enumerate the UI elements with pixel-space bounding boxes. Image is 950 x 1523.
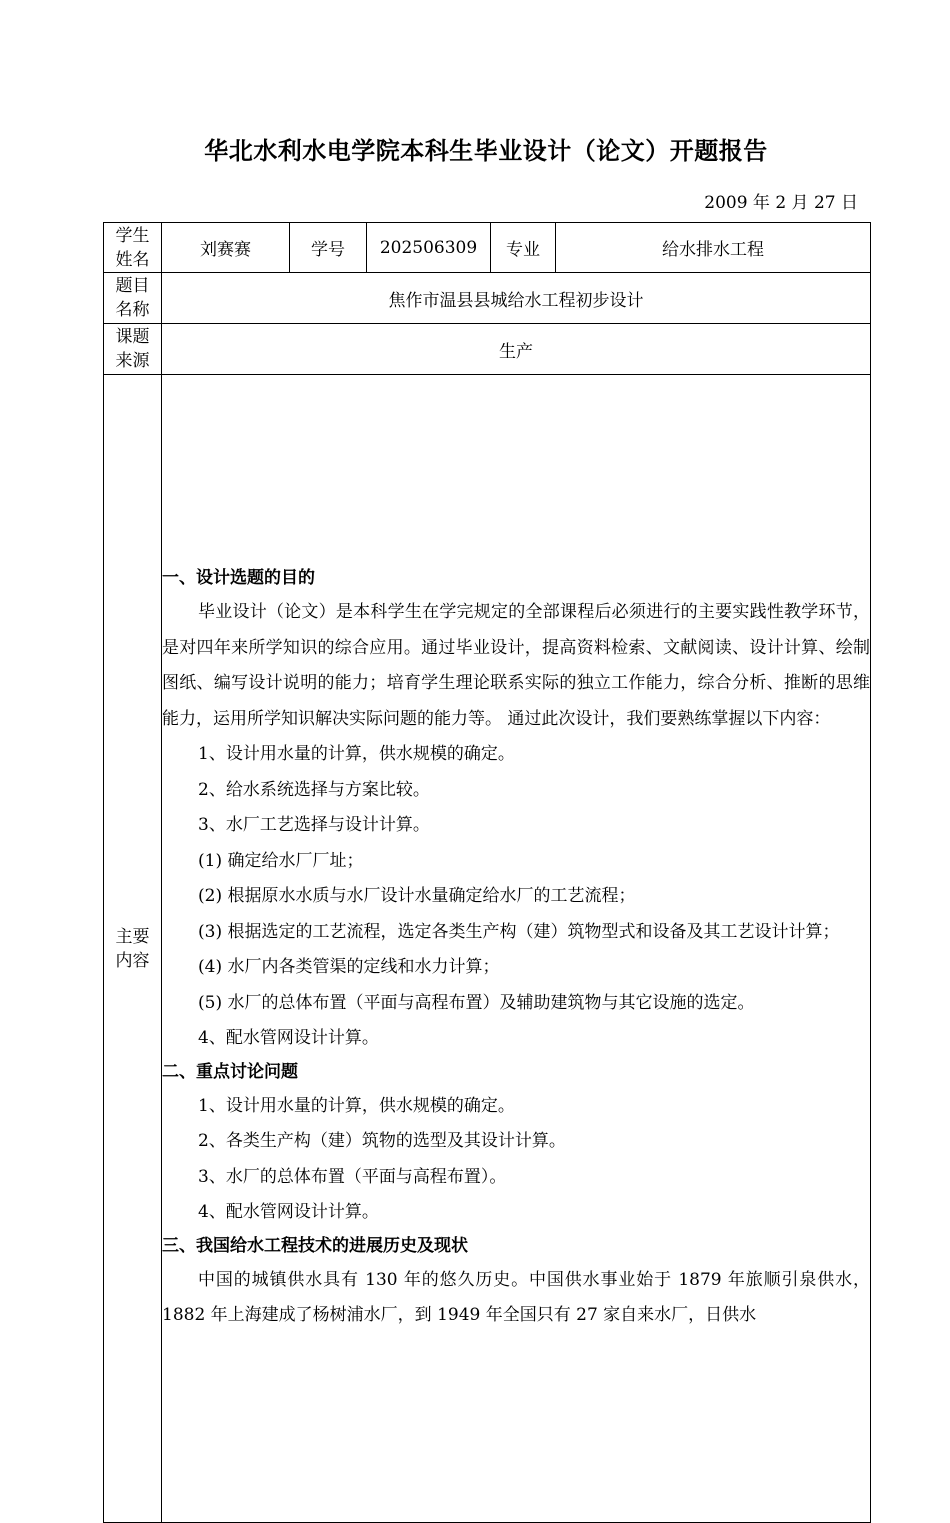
section1-item: (3) 根据选定的工艺流程，选定各类生产构（建）筑物型式和设备及其工艺设计计算； (198, 921, 840, 942)
section1-item: (1) 确定给水厂厂址； (198, 850, 364, 871)
report-form-table (103, 222, 871, 1523)
student-info-row (104, 223, 871, 273)
section2-item: 3、水厂的总体布置（平面与高程布置）。 (198, 1166, 507, 1187)
section1-item: 4、配水管网设计计算。 (198, 1028, 379, 1049)
source-label: 课题 来源 (104, 324, 162, 375)
section2-item: 4、配水管网设计计算。 (198, 1202, 379, 1223)
section2-item: 2、各类生产构（建）筑物的选型及其设计计算。 (198, 1131, 566, 1152)
section1-heading: 一、设计选题的目的 (162, 568, 315, 589)
content-row (104, 375, 871, 1523)
student-name-label: 学生 姓名 (104, 223, 162, 273)
major-value: 给水排水工程 (556, 223, 871, 273)
report-title: 华北水利水电学院本科生毕业设计（论文）开题报告 (204, 137, 768, 165)
section3-paragraph: 中国的城镇供水具有 130 年的悠久历史。中国供水事业始于 1879 年旅顺引泉供水，1882 年上海建成了杨树浦水厂，到 1949 年全国只有 27 家自来水厂，日供水 (162, 1269, 870, 1326)
section1-item: 2、给水系统选择与方案比较。 (198, 779, 430, 800)
student-name-value: 刘赛赛 (162, 223, 290, 273)
section1-item: (2) 根据原水水质与水厂设计水量确定给水厂的工艺流程； (198, 886, 636, 907)
student-id-value: 202506309 (367, 223, 491, 273)
source-row (104, 324, 871, 375)
main-content (162, 375, 871, 1523)
section1-item: 3、水厂工艺选择与设计计算。 (198, 815, 430, 836)
student-id-label: 学号 (290, 223, 367, 273)
content-label: 主要 内容 (104, 375, 162, 1523)
major-label: 专业 (491, 223, 556, 273)
section2-heading: 二、重点讨论问题 (162, 1061, 298, 1082)
topic-label: 题目 名称 (104, 273, 162, 324)
section2-item: 1、设计用水量的计算，供水规模的确定。 (198, 1095, 515, 1116)
source-value: 生产 (162, 324, 871, 375)
section3-heading: 三、我国给水工程技术的进展历史及现状 (162, 1235, 468, 1256)
section1-item: (5) 水厂的总体布置（平面与高程布置）及辅助建筑物与其它设施的选定。 (198, 992, 755, 1013)
topic-value: 焦作市温县县城给水工程初步设计 (162, 273, 871, 324)
section1-item: 1、设计用水量的计算，供水规模的确定。 (198, 744, 515, 765)
section1-paragraph: 毕业设计（论文）是本科学生在学完规定的全部课程后必须进行的主要实践性教学环节，是对四年来所学知识的综合应用。通过毕业设计，提高资料检索、文献阅读、设计计算、绘制图纸、编写设计说明的能力；培育学生理论联系实际的独立工作能力，综合分析、推断的思维能力，运用所学知识解决实际问题的能力等。 通过此次设计，我们要熟练掌握以下内容： (162, 602, 870, 729)
section1-item: (4) 水厂内各类管渠的定线和水力计算； (198, 957, 500, 978)
topic-row (104, 273, 871, 324)
report-date: 2009 年 2 月 27 日 (704, 193, 858, 213)
